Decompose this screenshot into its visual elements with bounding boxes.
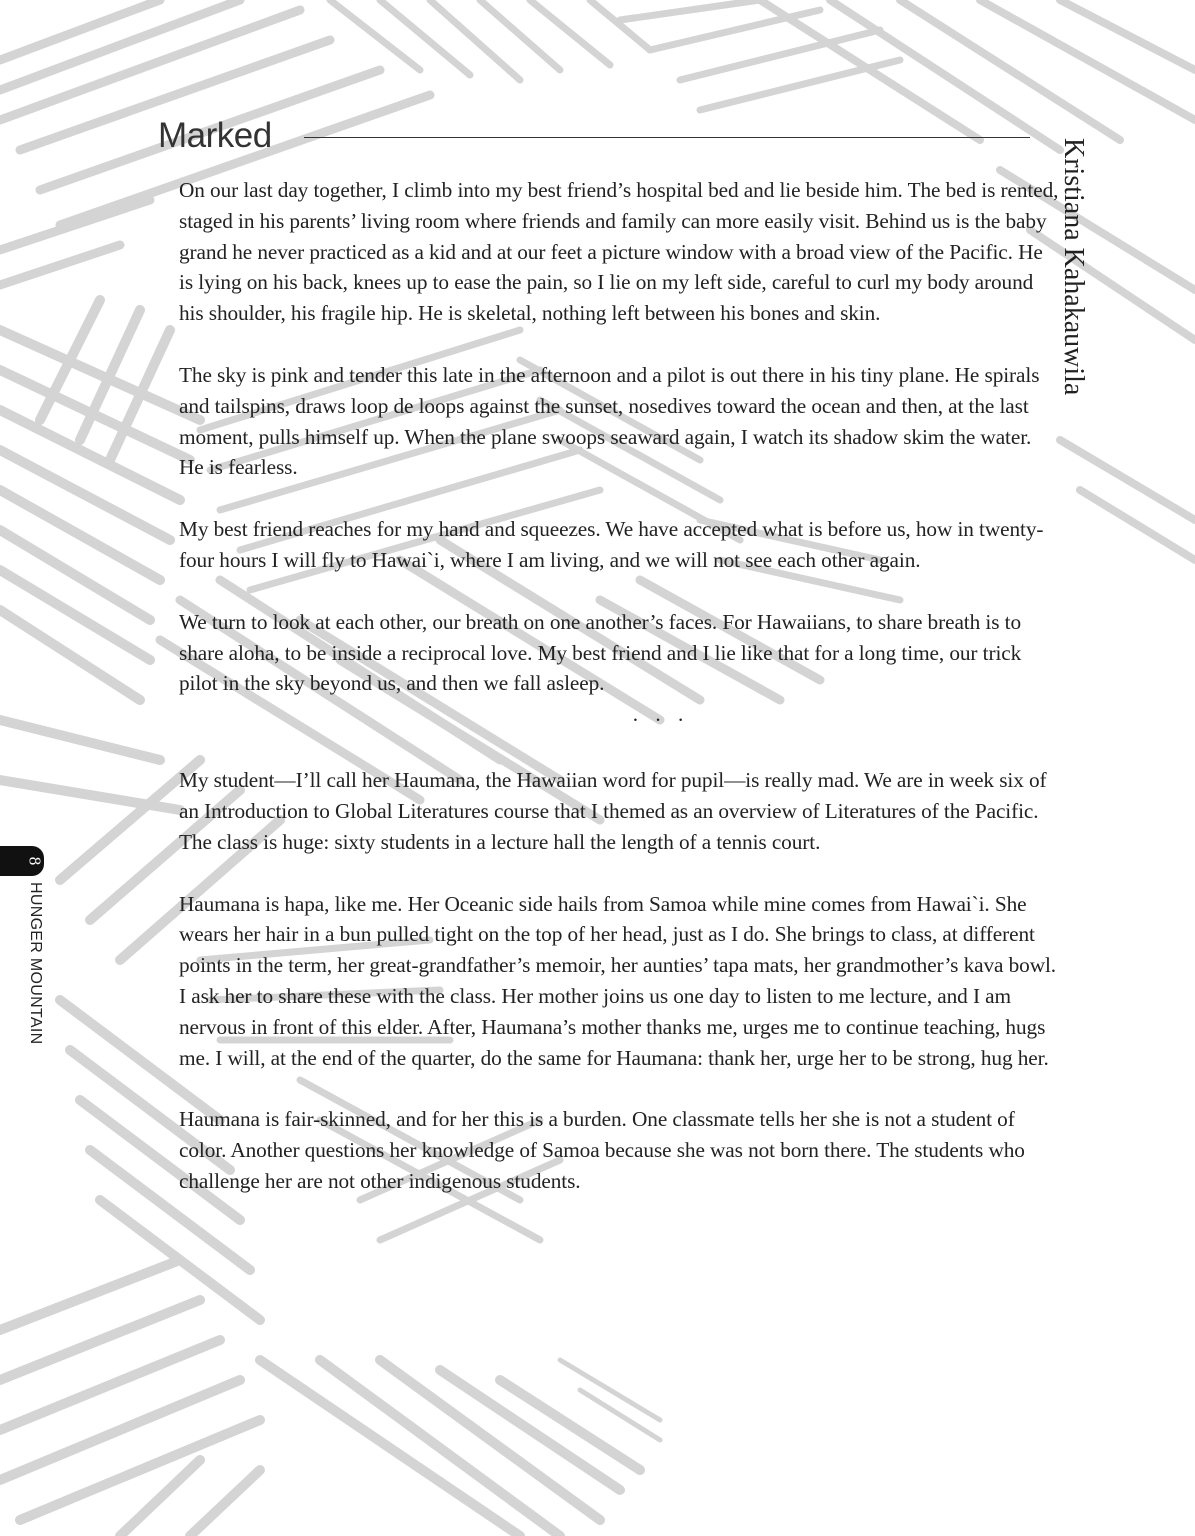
paragraph: My student—I’ll call her Haumana, the Hawaiian word for pupil—is really mad. We are in week six of an Introduction to Global Literatures course that I themed as an overview of Literatures of the Pacific. The class is huge: sixty students in a lecture hall the length of a tennis court. <box>179 768 1047 854</box>
page-number: 8 <box>25 856 44 866</box>
journal-name: HUNGER MOUNTAIN <box>27 882 44 1045</box>
journal-footer <box>22 882 48 1082</box>
section-separator: . . . <box>632 702 690 727</box>
author-name: Kristiana Kahakauwila <box>1058 138 1089 396</box>
paragraph: Haumana is fair-skinned, and for her this is a burden. One classmate tells her she is not a student of color. Another questions her knowledge of Samoa because she was not born there. The students who challenge her are not other indigenous students. <box>179 1107 1025 1193</box>
page-number-tab <box>0 846 44 876</box>
paragraph: Haumana is hapa, like me. Her Oceanic side hails from Samoa while mine comes from Hawai`i. She wears her hair in a bun pulled tight on the top of her head, just as I do. She brings to class, at different points in the term, her great-grandfather’s memoir, her aunties’ tapa mats, her grandmother’s kava bowl. I ask her to share these with the class. Her mother joins us one day to listen to me lecture, and I am nervous in front of this elder. After, Haumana’s mother thanks me, urges me to continue teaching, hugs me. I will, at the end of the quarter, do the same for Haumana: thank her, urge her to be strong, hug her. <box>179 891 1057 1070</box>
article-title: Marked <box>158 116 272 155</box>
paragraph: The sky is pink and tender this late in the afternoon and a pilot is out there in his tiny plane. He spirals and tailspins, draws loop de loops against the sunset, nosedives toward the ocean and then, at the last moment, pulls himself up. When the plane swoops seaward again, I watch its shadow skim the water. He is fearless. <box>179 362 1040 480</box>
author-byline <box>1053 138 1093 438</box>
paragraph: On our last day together, I climb into my best friend’s hospital bed and lie beside him. The bed is rented, staged in his parents’ living room where friends and family can more easily visit. Behind us is the baby grand he never practiced as a kid and at our feet a picture window with a broad view of the Pacific. He is lying on his back, knees up to ease the pain, so I lie on my left side, careful to curl my body around his shoulder, his fragile hip. He is skeletal, nothing left between his bones and skin. <box>179 178 1059 326</box>
title-rule <box>304 137 1030 138</box>
paragraph: My best friend reaches for my hand and squeezes. We have accepted what is before us, how in twenty-four hours I will fly to Hawai`i, where I am living, and we will not see each other again. <box>179 517 1044 572</box>
paragraph: We turn to look at each other, our breath on one another’s faces. For Hawaiians, to share breath is to share aloha, to be inside a reciprocal love. My best friend and I lie like that for a long time, our trick pilot in the sky beyond us, and then we fall asleep. <box>179 609 1022 696</box>
article-body <box>179 175 1059 1228</box>
article-header <box>158 114 1030 158</box>
